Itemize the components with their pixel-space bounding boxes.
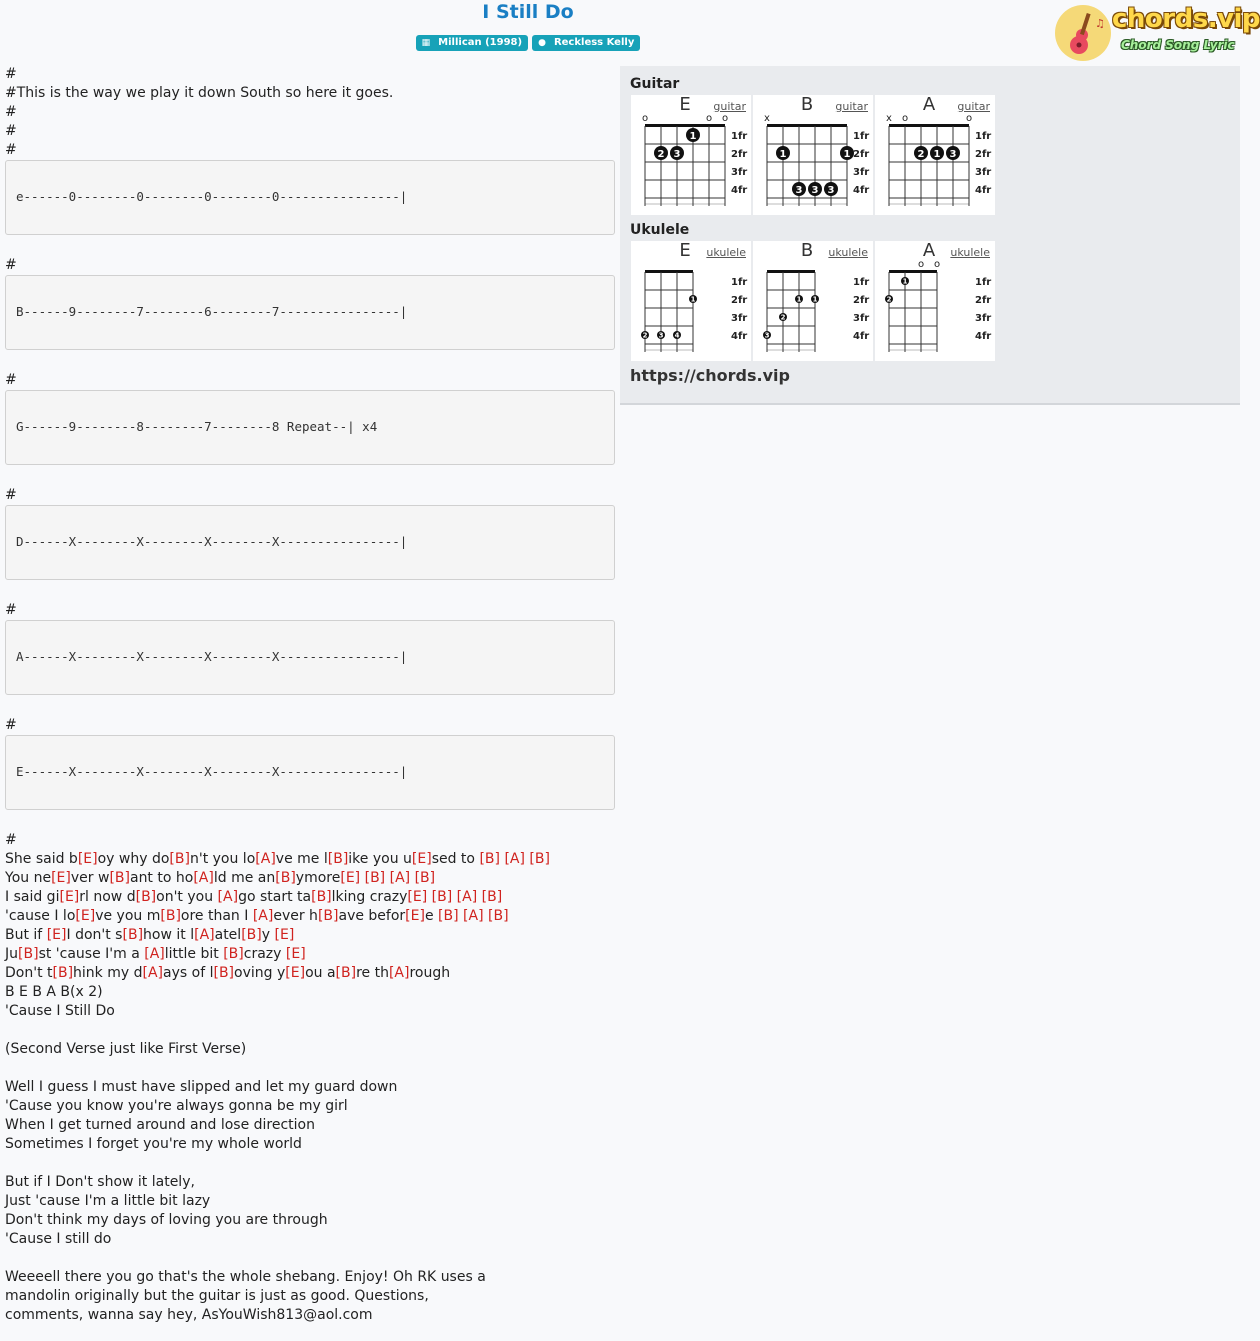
chord-nut xyxy=(889,270,937,273)
chord-name: B xyxy=(800,94,814,115)
lyric-line: 'Cause I still do xyxy=(5,1231,112,1247)
string-marker: o xyxy=(933,259,941,270)
chord-link[interactable]: [E] xyxy=(405,908,425,924)
chord-link[interactable]: [B] xyxy=(52,965,74,981)
chord-link-label: A xyxy=(223,889,233,905)
finger-number: 1 xyxy=(689,131,697,142)
guitar-section-label: Guitar xyxy=(630,76,680,92)
chord-link-label: B xyxy=(165,908,176,924)
chord-link[interactable]: [B] xyxy=(275,870,296,886)
lyric-text: rough xyxy=(409,965,451,981)
finger-number: 2 xyxy=(780,313,786,322)
chord-link[interactable]: [B] xyxy=(431,889,453,905)
finger-number: 3 xyxy=(949,149,957,160)
chord-link-label: B xyxy=(280,870,291,886)
string-marker: o xyxy=(641,113,649,124)
lyric-text: ver w xyxy=(70,870,110,886)
lyric-line: When I get turned around and lose direction xyxy=(5,1117,315,1133)
chord-link[interactable]: [E] xyxy=(285,946,306,962)
finger-number: 1 xyxy=(843,149,851,160)
song-badges xyxy=(0,35,1056,51)
chord-name: E xyxy=(679,240,691,261)
chord-link-label: B xyxy=(341,965,351,981)
chord-link-label: B xyxy=(420,870,430,886)
lyric-line: Weeeell there you go that's the whole shebang. Enjoy! Oh RK uses a xyxy=(5,1269,486,1285)
artist-badge-label: Reckless Kelly xyxy=(553,37,635,48)
lyric-text: ore than I xyxy=(180,908,253,924)
chord-link-label: B xyxy=(534,851,545,867)
fret-label: 4fr xyxy=(731,331,748,342)
chord-link[interactable]: [B] xyxy=(414,870,436,886)
chord-diagram-b[interactable] xyxy=(753,241,873,361)
comment-line: #This is the way we play it down South so here it goes. xyxy=(5,85,394,101)
chord-link[interactable]: [A] xyxy=(388,965,410,981)
chord-nut xyxy=(767,270,815,273)
chord-link[interactable]: [A] xyxy=(389,870,411,886)
string-marker: x xyxy=(886,113,892,124)
chord-link-label: E xyxy=(345,870,355,886)
chord-nut xyxy=(889,124,969,127)
comment-line: # xyxy=(5,123,17,139)
chord-link[interactable]: [B] xyxy=(317,908,339,924)
fret-label: 4fr xyxy=(853,331,870,342)
chord-diagram-b[interactable] xyxy=(753,95,873,215)
chord-link[interactable]: [A] xyxy=(504,851,525,867)
artist-badge[interactable] xyxy=(532,35,640,51)
fret-label: 2fr xyxy=(731,295,748,306)
chord-link-label: B xyxy=(333,851,343,867)
lyric-line: comments, wanna say hey, AsYouWish813@aol.com xyxy=(5,1307,373,1323)
tab-line: E------X--------X--------X--------X----------------| xyxy=(16,764,408,779)
chord-link-label: B xyxy=(127,927,138,943)
chord-link-label: B xyxy=(493,908,504,924)
lyric-text: ant to ho xyxy=(129,870,194,886)
lyric-text: st 'cause I'm a xyxy=(38,946,145,962)
lyric-line: Just 'cause I'm a little bit lazy xyxy=(5,1193,211,1209)
tab-line: D------X--------X--------X--------X----------------| xyxy=(16,534,408,549)
fret-label: 1fr xyxy=(731,277,748,288)
comment-line: # xyxy=(5,104,17,120)
lyric-text: oving y xyxy=(234,965,286,981)
chord-link[interactable]: [B] xyxy=(122,927,144,943)
chord-link-label: E xyxy=(412,889,422,905)
chord-link-label: B xyxy=(246,927,257,943)
chord-diagram-e[interactable] xyxy=(631,95,751,215)
chord-link-label: A xyxy=(509,851,520,867)
logo-subtitle: Chord Song Lyric xyxy=(1121,38,1235,52)
lyric-text: go start ta xyxy=(238,889,312,905)
tab-line: B------9--------7--------6--------7----------------| xyxy=(16,304,408,319)
fret-label: 1fr xyxy=(853,277,870,288)
tab-line: G------9--------8--------7--------8 Repeat--| x4 xyxy=(16,419,378,434)
chord-link[interactable]: [B] xyxy=(364,870,386,886)
lyric-text: ymore xyxy=(295,870,341,886)
lyric-text: hink my d xyxy=(73,965,143,981)
chord-link[interactable]: [B] xyxy=(479,851,500,867)
lyric-text: I don't s xyxy=(66,927,123,943)
string-marker: o xyxy=(721,113,729,124)
chord-link[interactable]: [B] xyxy=(213,965,235,981)
chord-link-label: E xyxy=(291,946,301,962)
lyric-line: 'Cause I Still Do xyxy=(5,1003,115,1019)
chord-link-label: B xyxy=(437,889,447,905)
tab-block xyxy=(5,505,615,580)
comment-line: # xyxy=(5,717,17,733)
lyric-text: y xyxy=(261,927,275,943)
chord-link[interactable]: [B] xyxy=(327,851,349,867)
lyric-text: Ju xyxy=(5,946,19,962)
chord-link[interactable]: [E] xyxy=(411,851,432,867)
song-title: I Still Do xyxy=(482,1,574,23)
chord-link-label: A xyxy=(149,946,160,962)
finger-number: 1 xyxy=(902,277,908,286)
lyric-text: sed to xyxy=(431,851,480,867)
lyric-text: ike you u xyxy=(348,851,412,867)
fret-label: 2fr xyxy=(975,295,992,306)
svg-text:♫: ♫ xyxy=(1095,17,1105,30)
lyric-text: I said gi xyxy=(5,889,60,905)
chord-link-label: B xyxy=(487,889,497,905)
album-badge[interactable] xyxy=(416,35,528,51)
lyric-chord-line xyxy=(5,850,550,869)
chord-link[interactable]: [B] xyxy=(481,889,503,905)
tab-block xyxy=(5,160,615,235)
chord-link[interactable]: [A] xyxy=(142,965,164,981)
instrument-link[interactable]: ukulele xyxy=(828,246,868,259)
chord-link[interactable]: [A] xyxy=(463,908,484,924)
chord-link[interactable]: [B] xyxy=(18,946,39,962)
instrument-link[interactable]: ukulele xyxy=(950,246,990,259)
chord-nut xyxy=(767,124,847,127)
chord-link-label: B xyxy=(174,851,185,867)
lyric-text: little bit xyxy=(164,946,224,962)
chord-link-label: E xyxy=(83,851,93,867)
album-badge-label: Millican (1998) xyxy=(438,37,523,48)
lyric-text: atel xyxy=(214,927,242,943)
finger-number: 4 xyxy=(674,331,680,340)
fret-label: 3fr xyxy=(853,167,870,178)
ukulele-section-label: Ukulele xyxy=(630,222,690,238)
fret-label: 2fr xyxy=(731,149,748,160)
comment-line: # xyxy=(5,257,17,273)
chord-link-label: B xyxy=(141,889,151,905)
lyric-text: crazy xyxy=(243,946,286,962)
chord-link-label: B xyxy=(370,870,380,886)
chord-link-label: E xyxy=(64,889,74,905)
finger-number: 3 xyxy=(764,331,770,340)
string-marker: o xyxy=(705,113,713,124)
tab-block xyxy=(5,390,615,465)
chord-link[interactable]: [B] xyxy=(241,927,262,943)
chord-link-label: B xyxy=(228,946,239,962)
instrument-link[interactable]: guitar xyxy=(835,100,868,113)
finger-number: 1 xyxy=(933,149,941,160)
fret-label: 4fr xyxy=(731,185,748,196)
chord-link-label: A xyxy=(468,908,479,924)
finger-number: 1 xyxy=(690,295,696,304)
lyric-text: ve you m xyxy=(95,908,161,924)
fret-label: 3fr xyxy=(853,313,870,324)
lyric-text: ou a xyxy=(305,965,336,981)
fret-label: 3fr xyxy=(731,313,748,324)
chord-diagram-a[interactable] xyxy=(875,241,995,361)
chord-diagram-panel xyxy=(620,66,1240,405)
lyric-text: on't you xyxy=(156,889,218,905)
finger-number: 1 xyxy=(812,295,818,304)
chord-link[interactable]: [E] xyxy=(340,870,361,886)
lyric-text: e xyxy=(424,908,439,924)
string-marker: o xyxy=(901,113,909,124)
chord-nut xyxy=(645,270,693,273)
lyric-text: n't you lo xyxy=(189,851,256,867)
chord-link-label: E xyxy=(290,965,300,981)
tab-line: A------X--------X--------X--------X----------------| xyxy=(16,649,408,664)
album-icon: ▦ xyxy=(421,38,431,48)
chord-link[interactable]: [E] xyxy=(75,908,96,924)
chord-link[interactable]: [E] xyxy=(51,870,71,886)
finger-number: 3 xyxy=(658,331,664,340)
chord-link[interactable]: [B] xyxy=(311,889,332,905)
fret-label: 1fr xyxy=(975,277,992,288)
chord-link[interactable]: [B] xyxy=(529,851,550,867)
chord-link[interactable]: [B] xyxy=(169,851,190,867)
chord-link[interactable]: [E] xyxy=(285,965,306,981)
chord-name: B xyxy=(800,240,814,261)
fret-label: 2fr xyxy=(975,149,992,160)
lyric-text: rl now d xyxy=(79,889,136,905)
tab-line: e------0--------0--------0--------0----------------| xyxy=(16,189,408,204)
chord-link[interactable]: [B] xyxy=(223,946,244,962)
finger-number: 2 xyxy=(886,295,892,304)
chord-link[interactable]: [A] xyxy=(456,889,478,905)
chord-link[interactable]: [A] xyxy=(217,889,239,905)
tab-block xyxy=(5,735,615,810)
lyric-text: 'cause I lo xyxy=(5,908,76,924)
lyric-text: ever h xyxy=(273,908,318,924)
chord-link-label: B xyxy=(218,965,229,981)
comment-line: # xyxy=(5,66,17,82)
logo-ukulele-icon xyxy=(1055,5,1111,61)
lyric-text: lking crazy xyxy=(331,889,408,905)
chord-diagram-e[interactable] xyxy=(631,241,751,361)
chord-link-label: A xyxy=(395,870,405,886)
chord-link[interactable]: [E] xyxy=(46,927,67,943)
chord-link-label: A xyxy=(260,851,271,867)
chord-link[interactable]: [A] xyxy=(194,927,215,943)
chord-link[interactable]: [E] xyxy=(59,889,80,905)
lyric-line: Sometimes I forget you're my whole world xyxy=(5,1136,302,1152)
user-icon: ● xyxy=(538,38,546,48)
chord-link[interactable]: [A] xyxy=(144,946,165,962)
fret-label: 4fr xyxy=(853,185,870,196)
chord-link-label: A xyxy=(462,889,472,905)
lyric-text: ld me an xyxy=(213,870,276,886)
chord-link[interactable]: [A] xyxy=(255,851,276,867)
comment-line: # xyxy=(5,372,17,388)
chord-link[interactable]: [A] xyxy=(193,870,214,886)
chord-link-label: A xyxy=(198,870,209,886)
fret-label: 1fr xyxy=(975,131,992,142)
chord-diagram-a[interactable] xyxy=(875,95,995,215)
lyric-line: Don't think my days of loving you are through xyxy=(5,1212,328,1228)
fret-label: 1fr xyxy=(853,131,870,142)
chord-link-label: A xyxy=(199,927,210,943)
fret-label: 4fr xyxy=(975,185,992,196)
lyric-text: She said b xyxy=(5,851,78,867)
chord-link-label: B xyxy=(57,965,68,981)
chord-link[interactable]: [E] xyxy=(77,851,98,867)
comment-line: # xyxy=(5,487,17,503)
finger-number: 3 xyxy=(795,185,803,196)
string-marker: x xyxy=(764,113,770,124)
lyric-line: Well I guess I must have slipped and let my guard down xyxy=(5,1079,398,1095)
chord-link-label: E xyxy=(410,908,420,924)
chord-link[interactable]: [B] xyxy=(135,889,157,905)
lyric-text: how it l xyxy=(143,927,195,943)
lyric-text: re th xyxy=(356,965,389,981)
chord-link-label: A xyxy=(147,965,158,981)
instrument-link[interactable]: ukulele xyxy=(706,246,746,259)
lyric-chord-line xyxy=(5,888,502,907)
fret-label: 3fr xyxy=(731,167,748,178)
chord-link-label: A xyxy=(258,908,268,924)
tab-block xyxy=(5,620,615,695)
chord-link-label: B xyxy=(23,946,34,962)
finger-number: 2 xyxy=(657,149,665,160)
chord-link-label: B xyxy=(323,908,334,924)
site-url[interactable]: https://chords.vip xyxy=(630,366,790,385)
tab-block xyxy=(5,275,615,350)
chord-link-label: B xyxy=(316,889,327,905)
chord-link[interactable]: [B] xyxy=(109,870,130,886)
lyric-line: mandolin originally but the guitar is just as good. Questions, xyxy=(5,1288,429,1304)
finger-number: 1 xyxy=(796,295,802,304)
instrument-link[interactable]: guitar xyxy=(713,100,746,113)
chord-link-label: E xyxy=(417,851,427,867)
lyric-text: You ne xyxy=(5,870,52,886)
chord-link[interactable]: [E] xyxy=(274,927,295,943)
lyric-line: (Second Verse just like First Verse) xyxy=(5,1041,247,1057)
chord-link[interactable]: [B] xyxy=(488,908,509,924)
chord-name: A xyxy=(922,94,936,115)
lyric-chord-line xyxy=(5,926,294,945)
finger-number: 1 xyxy=(779,149,787,160)
chord-link[interactable]: [B] xyxy=(438,908,459,924)
lyric-chord-line xyxy=(5,869,435,888)
finger-number: 2 xyxy=(642,331,648,340)
fret-label: 3fr xyxy=(975,167,992,178)
lyric-chord-line xyxy=(5,964,450,983)
lyric-text: Don't t xyxy=(5,965,53,981)
finger-number: 3 xyxy=(673,149,681,160)
finger-number: 3 xyxy=(827,185,835,196)
fret-label: 3fr xyxy=(975,313,992,324)
finger-number: 3 xyxy=(811,185,819,196)
chord-link-label: E xyxy=(56,870,66,886)
lyric-line: 'Cause you know you're always gonna be my girl xyxy=(5,1098,348,1114)
comment-line: # xyxy=(5,832,17,848)
chord-link[interactable]: [E] xyxy=(407,889,428,905)
string-marker: o xyxy=(965,113,973,124)
chord-link-label: B xyxy=(484,851,495,867)
site-logo[interactable] xyxy=(1052,2,1260,64)
lyric-line: But if I Don't show it lately, xyxy=(5,1174,195,1190)
lyric-text: ays of l xyxy=(163,965,214,981)
fret-label: 4fr xyxy=(975,331,992,342)
instrument-link[interactable]: guitar xyxy=(957,100,990,113)
chord-link[interactable]: [A] xyxy=(252,908,274,924)
lyric-line: B E B A B(x 2) xyxy=(5,984,103,1000)
chord-nut xyxy=(645,124,725,127)
lyric-text: oy why do xyxy=(97,851,170,867)
comment-line: # xyxy=(5,602,17,618)
fret-label: 2fr xyxy=(853,149,870,160)
chord-link[interactable]: [B] xyxy=(335,965,357,981)
chord-link-label: E xyxy=(279,927,289,943)
fret-label: 2fr xyxy=(853,295,870,306)
lyric-text: ve me l xyxy=(275,851,328,867)
lyric-chord-line xyxy=(5,907,509,926)
finger-number: 2 xyxy=(917,149,925,160)
lyric-text: ave befor xyxy=(338,908,406,924)
chord-link-label: B xyxy=(114,870,125,886)
chord-link[interactable]: [B] xyxy=(160,908,181,924)
fret-label: 1fr xyxy=(731,131,748,142)
lyric-text: But if xyxy=(5,927,47,943)
lyric-chord-line xyxy=(5,945,306,964)
chord-link-label: B xyxy=(443,908,454,924)
chord-link-label: E xyxy=(52,927,62,943)
logo-text: chords.vip xyxy=(1112,4,1260,34)
chord-link-label: A xyxy=(394,965,404,981)
comment-line: # xyxy=(5,142,17,158)
string-marker: o xyxy=(917,259,925,270)
chord-name: A xyxy=(922,240,936,261)
chord-name: E xyxy=(679,94,691,115)
chord-link-label: E xyxy=(80,908,90,924)
